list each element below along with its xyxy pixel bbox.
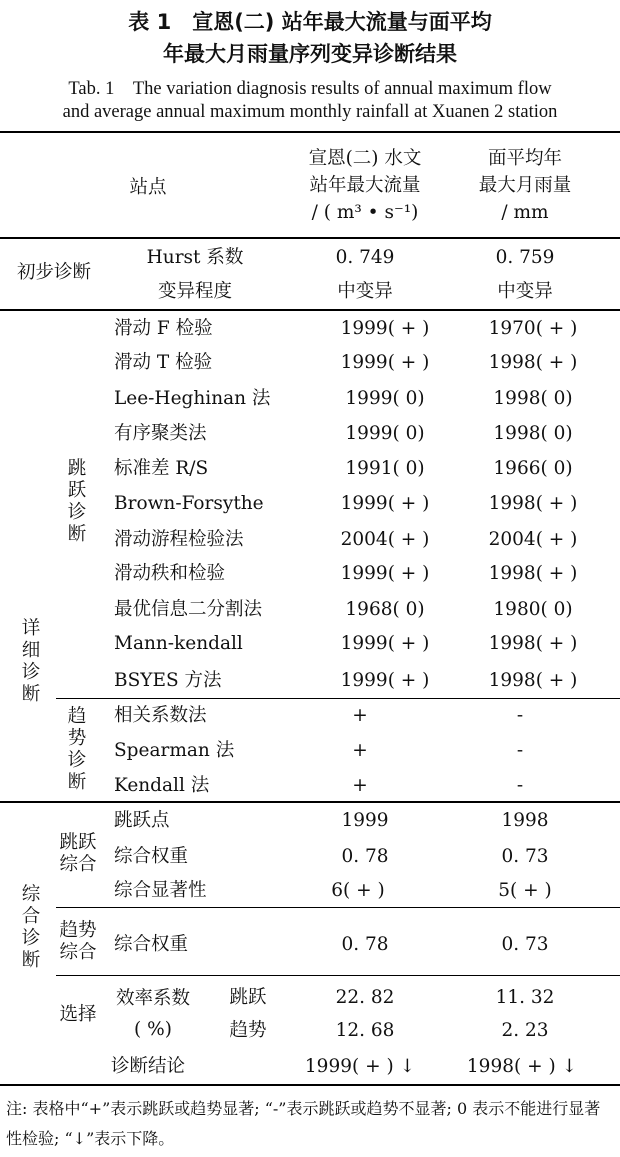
- table-row-label: BSYES 方法: [114, 670, 222, 691]
- header-col2-unit: / mm: [501, 202, 549, 223]
- table-title-en-line1: Tab. 1 The variation diagnosis results of annual maximum flow: [68, 79, 552, 99]
- detail-group-label: 详细诊断: [21, 618, 41, 705]
- top-rule: [0, 131, 620, 133]
- table-row-v1: 1999( 0): [345, 423, 425, 444]
- synth-select-group-label: 选择: [59, 1004, 97, 1025]
- table-row-v2: -: [516, 705, 524, 726]
- header-station: 站点: [129, 177, 167, 198]
- table-row-v2: 1998( + ): [488, 633, 578, 654]
- synth-trend-group-label: 趋势综合: [59, 920, 97, 963]
- prelim-group-label: 初步诊断: [16, 262, 92, 283]
- detail-rule: [0, 801, 620, 803]
- table-row-v1: +: [352, 740, 368, 761]
- synth-jump-rule: [56, 907, 620, 908]
- jump-trend-rule: [56, 698, 620, 699]
- detail-jump-group-label: 跳跃诊断: [67, 458, 87, 545]
- table-row-v2: 2. 23: [501, 1020, 549, 1041]
- table-row-v1: 1999( + ): [340, 670, 430, 691]
- table-row-v2: -: [516, 740, 524, 761]
- table-row-v2: 2004( + ): [488, 529, 578, 550]
- table-row-v2: 1998( 0): [493, 423, 573, 444]
- prelim-row-v2: 0. 759: [495, 247, 555, 268]
- table-row-v1: 1999( + ): [340, 318, 430, 339]
- table-row-label: 综合权重: [114, 934, 189, 955]
- conclusion-v1: 1999( + ) ↓: [304, 1056, 416, 1077]
- table-row-v2: 1980( 0): [493, 599, 573, 620]
- prelim-row-v1: 0. 749: [335, 247, 395, 268]
- table-row-v2: 1966( 0): [493, 458, 573, 479]
- conclusion-v2: 1998( + ) ↓: [466, 1056, 578, 1077]
- table-row-v1: 1991( 0): [345, 458, 425, 479]
- table-row-label: Mann-kendall: [114, 633, 243, 654]
- prelim-row-label: Hurst 系数: [146, 247, 244, 268]
- prelim-row-v1: 中变异: [337, 281, 393, 302]
- header-col2-line1: 面平均年: [487, 148, 563, 169]
- table-row-label: 跳跃点: [114, 810, 170, 831]
- table-title-en-line2: and average annual maximum monthly rainfall at Xuanen 2 station: [62, 102, 558, 122]
- table-row-v2: 1970( + ): [488, 318, 578, 339]
- table-row-v2: 1998( + ): [488, 493, 578, 514]
- table-row-label: Kendall 法: [114, 775, 210, 796]
- table-row-v1: 1999( 0): [345, 388, 425, 409]
- prelim-row-label: 变异程度: [157, 281, 233, 302]
- table-row-label: 滑动游程检验法: [114, 529, 244, 550]
- prelim-row-v2: 中变异: [497, 281, 553, 302]
- table-row-label: 滑动 T 检验: [114, 352, 213, 373]
- header-col1-line1: 宣恩(二) 水文: [308, 148, 422, 169]
- table-row-v2: 0. 73: [501, 846, 549, 867]
- synth-group-label: 综合诊断: [21, 884, 41, 971]
- header-col1-unit: / ( m³ • s⁻¹): [311, 202, 419, 223]
- table-row-v1: 0. 78: [341, 934, 389, 955]
- table-row-v1: 6( + ): [331, 880, 385, 901]
- table-row-v1: 1999( + ): [340, 493, 430, 514]
- table-row-label: 相关系数法: [114, 705, 207, 726]
- table-row-label: 最优信息二分割法: [114, 599, 263, 620]
- table-row-label: Brown-Forsythe: [114, 493, 264, 514]
- prelim-rule: [0, 309, 620, 311]
- table-row-label: 综合权重: [114, 846, 189, 867]
- table-title-cn-line2: 年最大月雨量序列变异诊断结果: [163, 42, 457, 66]
- header-rule: [0, 237, 620, 239]
- table-row-v1: +: [352, 705, 368, 726]
- table-row-v1: 2004( + ): [340, 529, 430, 550]
- table-row-v1: 0. 78: [341, 846, 389, 867]
- table-row-label: 趋势: [229, 1020, 267, 1041]
- table-row-label: Spearman 法: [114, 740, 235, 761]
- table-title-cn-line1: 表 1 宣恩(二) 站年最大流量与面平均: [128, 10, 492, 34]
- table-row-v2: 1998( + ): [488, 670, 578, 691]
- detail-trend-group-label: 趋势诊断: [67, 706, 87, 793]
- table-row-v1: 1999: [341, 810, 389, 831]
- efficiency-label: 效率系数: [115, 988, 191, 1009]
- table-row-v2: 1998: [501, 810, 549, 831]
- synth-trend-rule: [56, 975, 620, 976]
- table-row-label: 综合显著性: [114, 880, 207, 901]
- table-row-v1: 1999( + ): [340, 633, 430, 654]
- table-row-label: 标准差 R/S: [114, 458, 209, 479]
- header-col2-line2: 最大月雨量: [478, 175, 572, 196]
- header-col1-line2: 站年最大流量: [309, 175, 421, 196]
- table-row-v2: 1998( + ): [488, 563, 578, 584]
- table-row-label: 有序聚类法: [114, 423, 207, 444]
- table-note: 注: 表格中“+”表示跳跃或趋势显著; “-”表示跳跃或趋势不显著; 0 表示不能进行显著性检验; “↓”表示下降。: [6, 1099, 601, 1148]
- table-row-label: 滑动秩和检验: [114, 563, 226, 584]
- table-row-v2: -: [516, 775, 524, 796]
- table-row-v1: 22. 82: [335, 987, 395, 1008]
- bottom-rule: [0, 1084, 620, 1086]
- table-row-v2: 11. 32: [495, 987, 555, 1008]
- efficiency-unit: ( %): [134, 1019, 172, 1040]
- table-row-v2: 1998( + ): [488, 352, 578, 373]
- table-row-v2: 1998( 0): [493, 388, 573, 409]
- table-row-v1: 12. 68: [335, 1020, 395, 1041]
- table-row-v1: 1999( + ): [340, 352, 430, 373]
- table-row-v2: 0. 73: [501, 934, 549, 955]
- table-row-v1: 1999( + ): [340, 563, 430, 584]
- table-row-v2: 5( + ): [498, 880, 552, 901]
- table-row-v1: 1968( 0): [345, 599, 425, 620]
- table-row-label: 跳跃: [229, 987, 267, 1008]
- table-row-label: 滑动 F 检验: [114, 318, 213, 339]
- conclusion-label: 诊断结论: [110, 1056, 186, 1077]
- table-row-label: Lee-Heghinan 法: [114, 388, 271, 409]
- table-row-v1: +: [352, 775, 368, 796]
- synth-jump-group-label: 跳跃综合: [59, 832, 97, 875]
